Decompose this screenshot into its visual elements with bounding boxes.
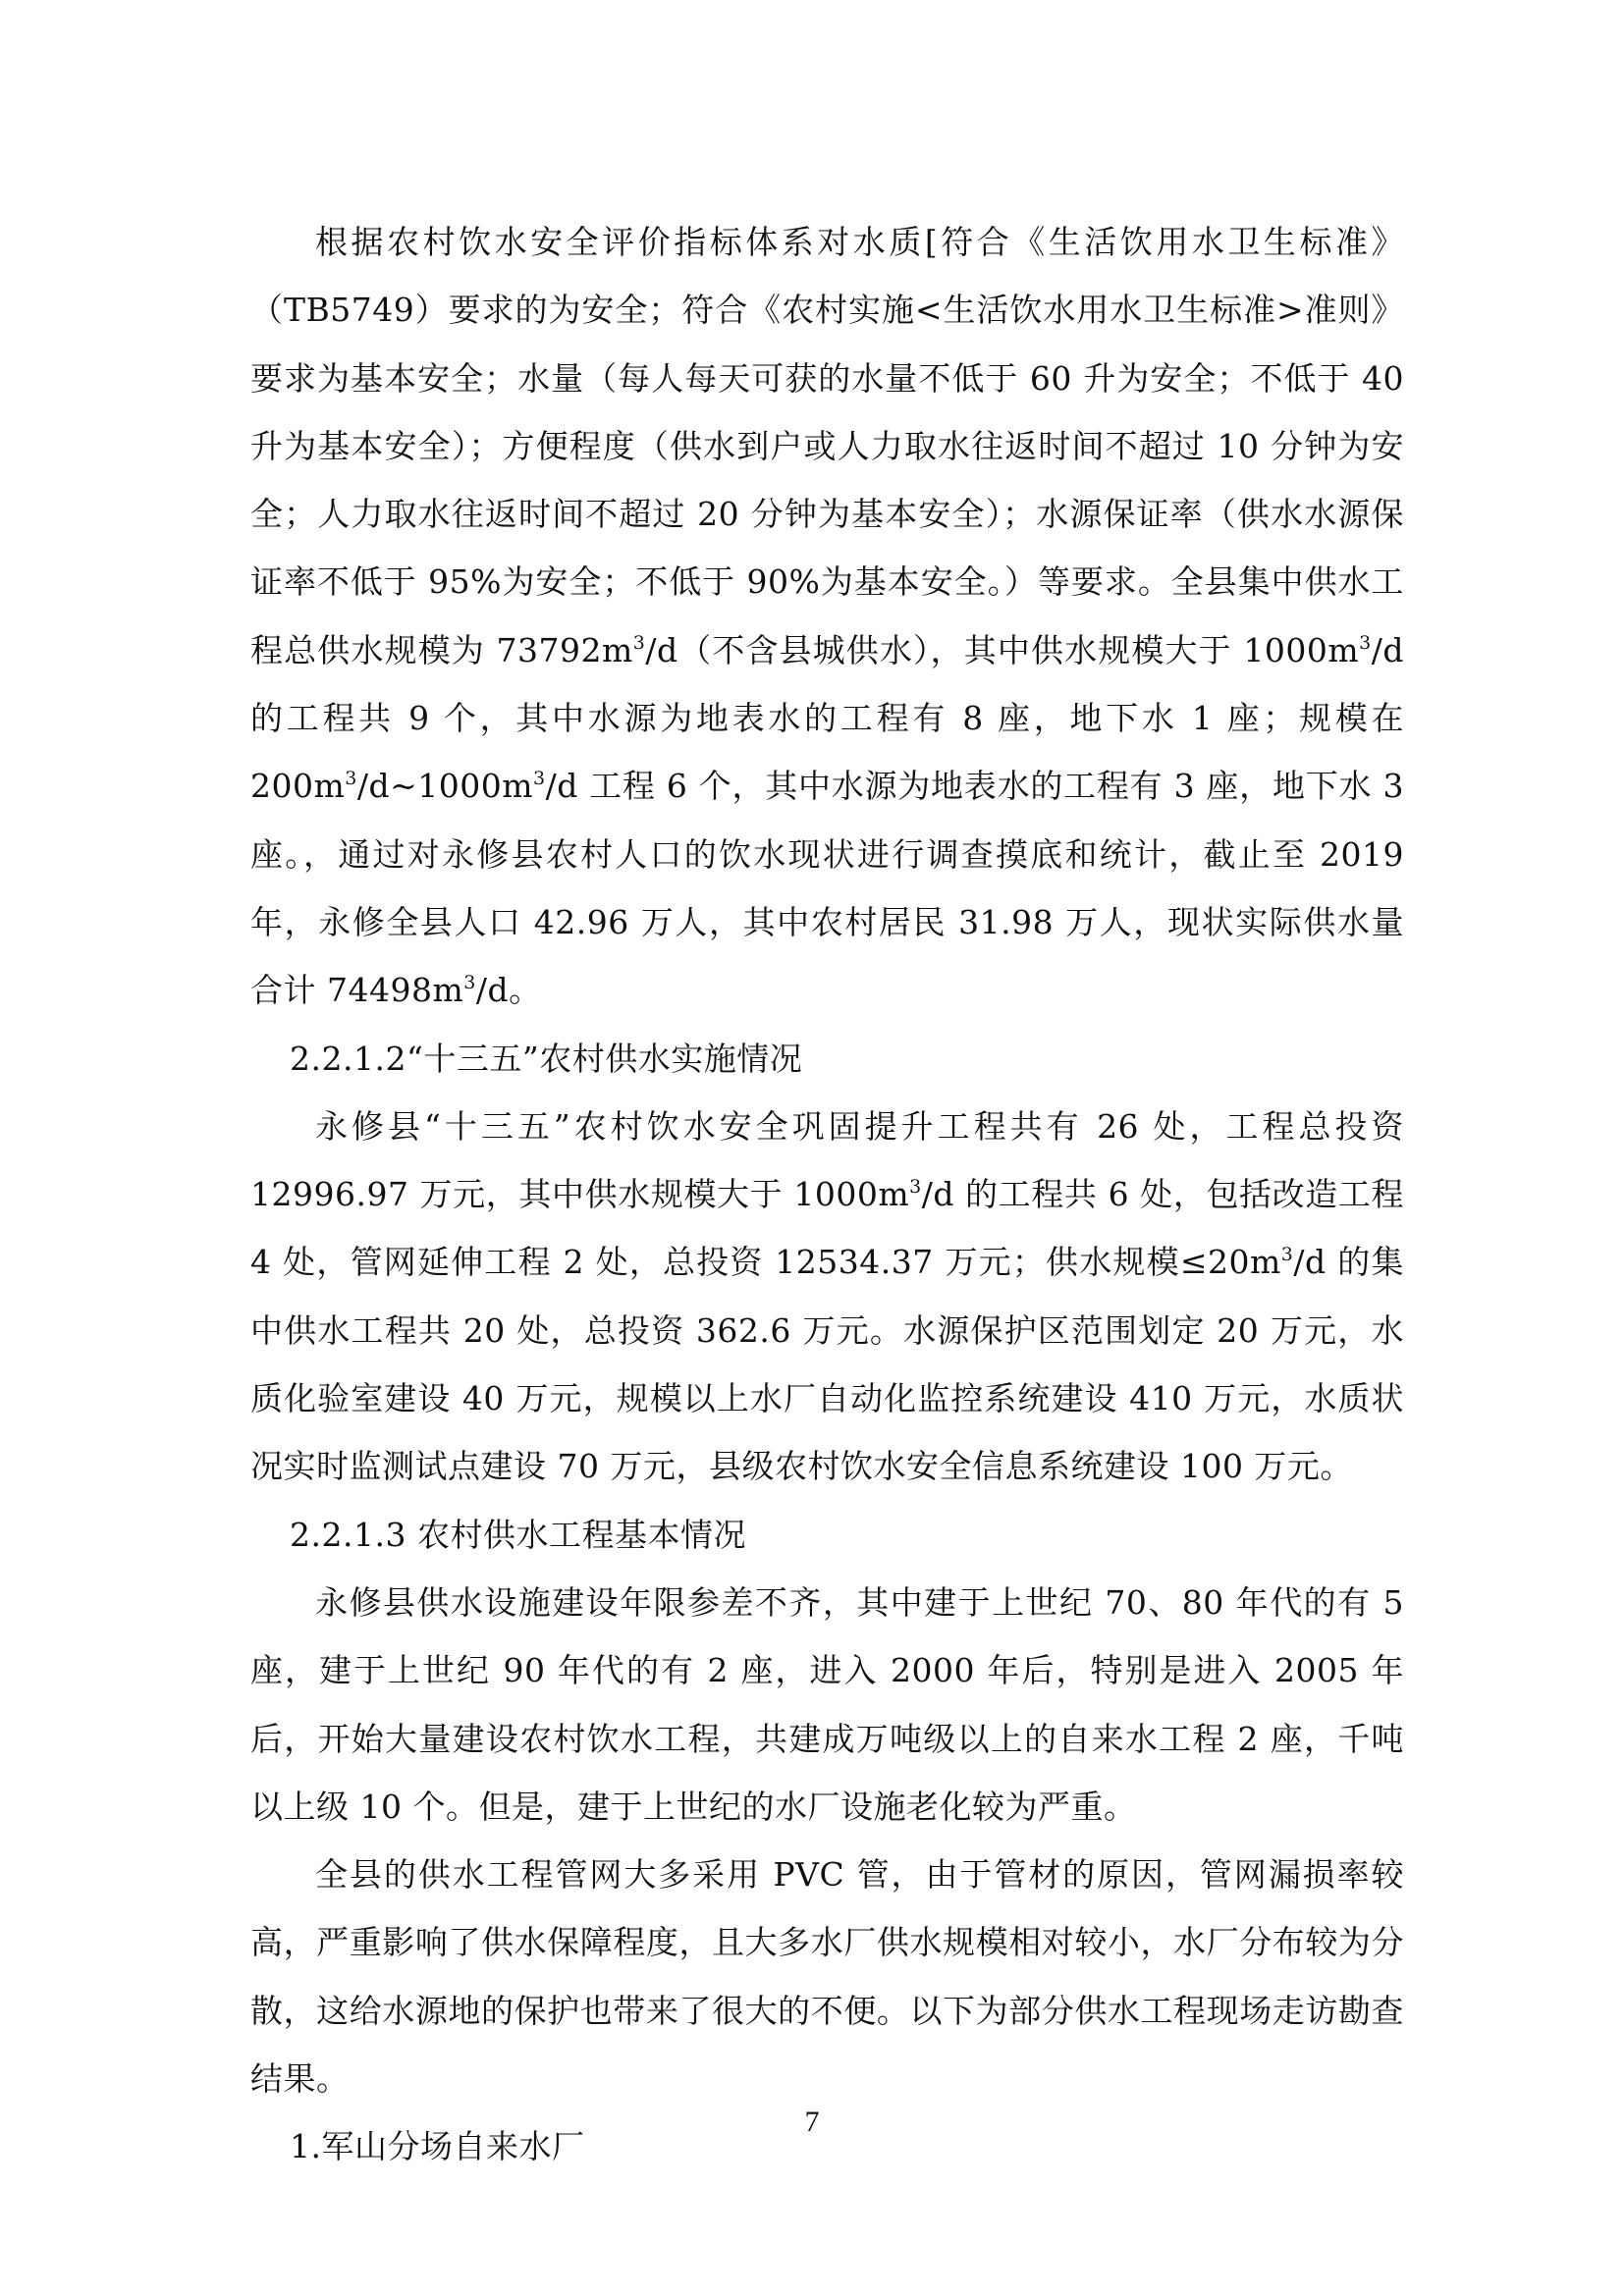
paragraph-13th-five-year-implementation: 永修县“十三五”农村饮水安全巩固提升工程共有 26 处，工程总投资 12996.97 万元，其中供水规模大于 $1000m^3/d$ 的工程共 6 处，包括改造工程 4 处，管网延伸工程 2 处，总投资 12534.37 万元；供水规模$\le 20m^3/d$ 的集中供水工程共 20 处，总投资 362.6 万元。水源保护区范围划定 20 万元，水质化验室建设 40 万元，规模以上水厂自动化监控系统建设 410 万元，水质状况实时监测试点建设 70 万元，县级农村饮水安全信息系统建设 100 万元。: [250, 1106, 1404, 1486]
paragraph-facility-age: 永修县供水设施建设年限参差不齐，其中建于上世纪 70、80 年代的有 5 座，建于上世纪 90 年代的有 2 座，进入 2000 年后，特别是进入 2005 年后，开始大量建设农村饮水工程，共建成万吨级以上的自来水工程 2 座，千吨以上级 10 个。但是，建于上世纪的水厂设施老化较为严重。: [250, 1582, 1404, 1826]
page-number: 7: [804, 2106, 820, 2138]
list-item-junshan-water-plant: 1.军山分场自来水厂: [290, 2127, 585, 2166]
body-text: [250, 208, 1404, 2181]
paragraph-water-safety-criteria: 根据农村饮水安全评价指标体系对水质[符合《生活饮用水卫生标准》（TB5749）要求的为安全；符合《农村实施<生活饮水用水卫生标准>准则》要求为基本安全；水量（每人每天可获的水量不低于 60 升为安全；不低于 40 升为基本安全）；方便程度（供水到户或人力取水往返时间不超过 10 分钟为安全；人力取水往返时间不超过 20 分钟为基本安全）；水源保证率（供水水源保证率不低于 95%为安全；不低于 90%为基本安全。）等要求。全县集中供水工程总供水规模为 $73792m^3/d$（不含县城供水），其中供水规模大于 $1000m^3/d$ 的工程共 9 个，其中水源为地表水的工程有 8 座，地下水 1 座；规模在 $200m^3/d\sim 1000m^3/d$ 工程 6 个，其中水源为地表水的工程有 3 座，地下水 3 座。，通过对永修县农村人口的饮水现状进行调查摸底和统计，截止至 2019 年，永修全县人口 42.96 万人，其中农村居民 31.98 万人，现状实际供水量合计 $74498m^3/d$。: [250, 223, 1404, 1010]
section-heading-2-2-1-2: 2.2.1.2“十三五”农村供水实施情况: [290, 1039, 803, 1078]
paragraph-pipe-network: 全县的供水工程管网大多采用 PVC 管，由于管材的原因，管网漏损率较高，严重影响了供水保障程度，且大多水厂供水规模相对较小，水厂分布较为分散，这给水源地的保护也带来了很大的不便。以下为部分供水工程现场走访勘查结果。: [250, 1855, 1404, 2099]
section-heading-2-2-1-3: 2.2.1.3 农村供水工程基本情况: [290, 1515, 746, 1554]
